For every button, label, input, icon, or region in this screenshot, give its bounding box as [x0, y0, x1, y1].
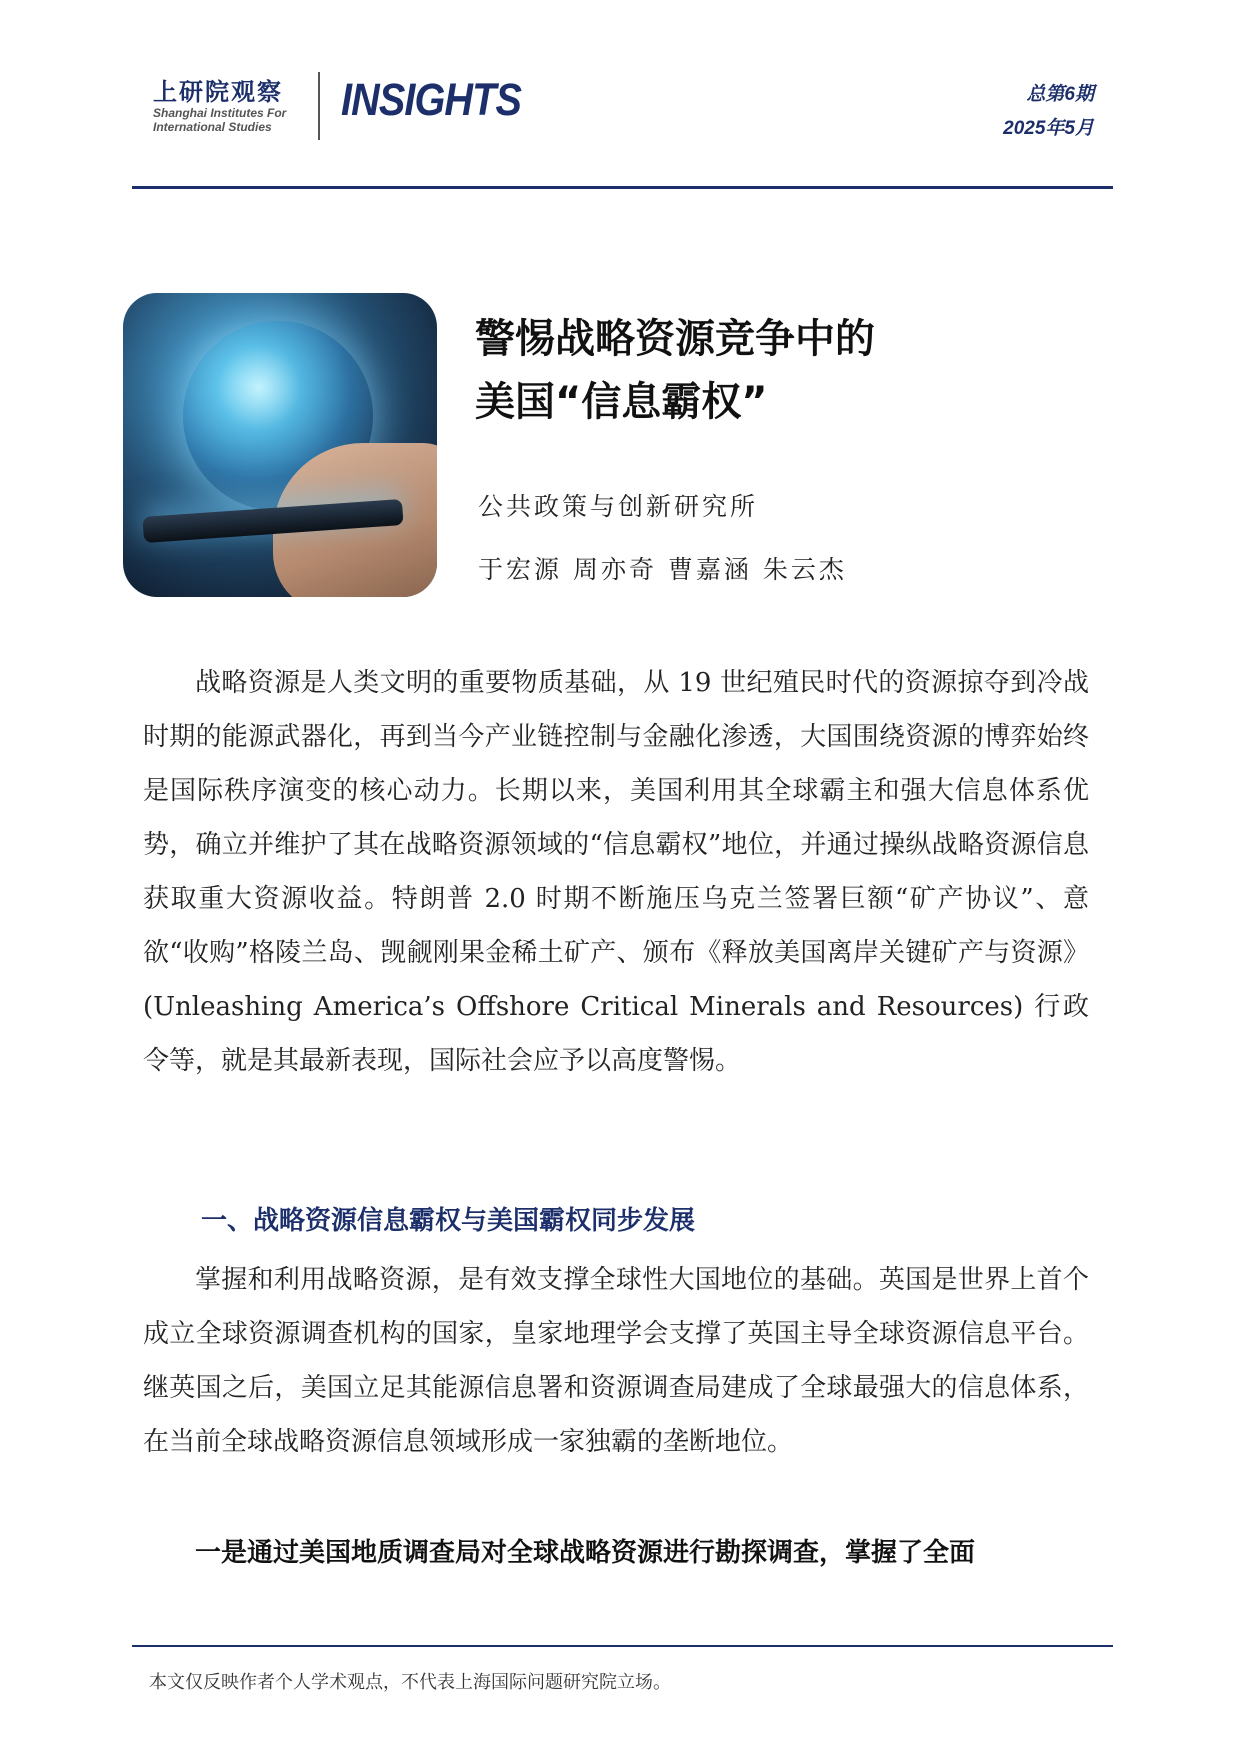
- title-line1: 警惕战略资源竞争中的: [475, 316, 875, 362]
- paragraph-point1: 一是通过美国地质调查局对全球战略资源进行勘探调查，掌握了全面: [195, 1538, 976, 1568]
- logo-divider: [318, 72, 320, 140]
- logo-cn: 上研院观察: [153, 77, 283, 106]
- issue-number: 总第6期: [1026, 84, 1094, 105]
- hero-image: [123, 293, 437, 597]
- organization: 公共政策与创新研究所: [478, 492, 759, 521]
- insights-wordmark: INSIGHTS: [341, 74, 521, 125]
- title-line2: 美国“信息霸权”: [475, 379, 768, 425]
- issue-date: 2025年5月: [1003, 118, 1094, 139]
- authors: 于宏源 周亦奇 曹嘉涵 朱云杰: [478, 555, 847, 584]
- paragraph-section1: 掌握和利用战略资源，是有效支撑全球性大国地位的基础。英国是世界上首个成立全球资源调查机构的国家，皇家地理学会支撑了英国主导全球资源信息平台。继英国之后，美国立足其能源信息署和资源调查局建成了全球最强大的信息体系，在当前全球战略资源信息领域形成一家独霸的垄断地位。: [143, 1265, 1089, 1457]
- header-rule: [132, 186, 1113, 189]
- logo-en-line1: Shanghai Institutes For: [153, 106, 287, 120]
- article-title: [475, 308, 875, 434]
- paragraph-intro: 战略资源是人类文明的重要物质基础，从 19 世纪殖民时代的资源掠夺到冷战时期的能源武器化，再到当今产业链控制与金融化渗透，大国围绕资源的博弈始终是国际秩序演变的核心动力。长期以来，美国利用其全球霸主和强大信息体系优势，确立并维护了其在战略资源领域的“信息霸权”地位，并通过操纵战略资源信息获取重大资源收益。特朗普 2.0 时期不断施压乌克兰签署巨额“矿产协议”、意欲“收购”格陵兰岛、觊觎刚果金稀土矿产、颁布《释放美国离岸关键矿产与资源》(Unleashing America’s Offshore Critical Minerals and Resources) 行政令等，就是其最新表现，国际社会应予以高度警惕。: [143, 668, 1089, 1076]
- section-heading: 一、战略资源信息霸权与美国霸权同步发展: [201, 1206, 696, 1236]
- logo-en: [153, 106, 286, 134]
- logo-en-line2: International Studies: [153, 120, 272, 134]
- issue-info: [1003, 78, 1094, 146]
- footer-disclaimer: 本文仅反映作者个人学术观点，不代表上海国际问题研究院立场。: [149, 1672, 671, 1693]
- footer-rule: [132, 1645, 1113, 1647]
